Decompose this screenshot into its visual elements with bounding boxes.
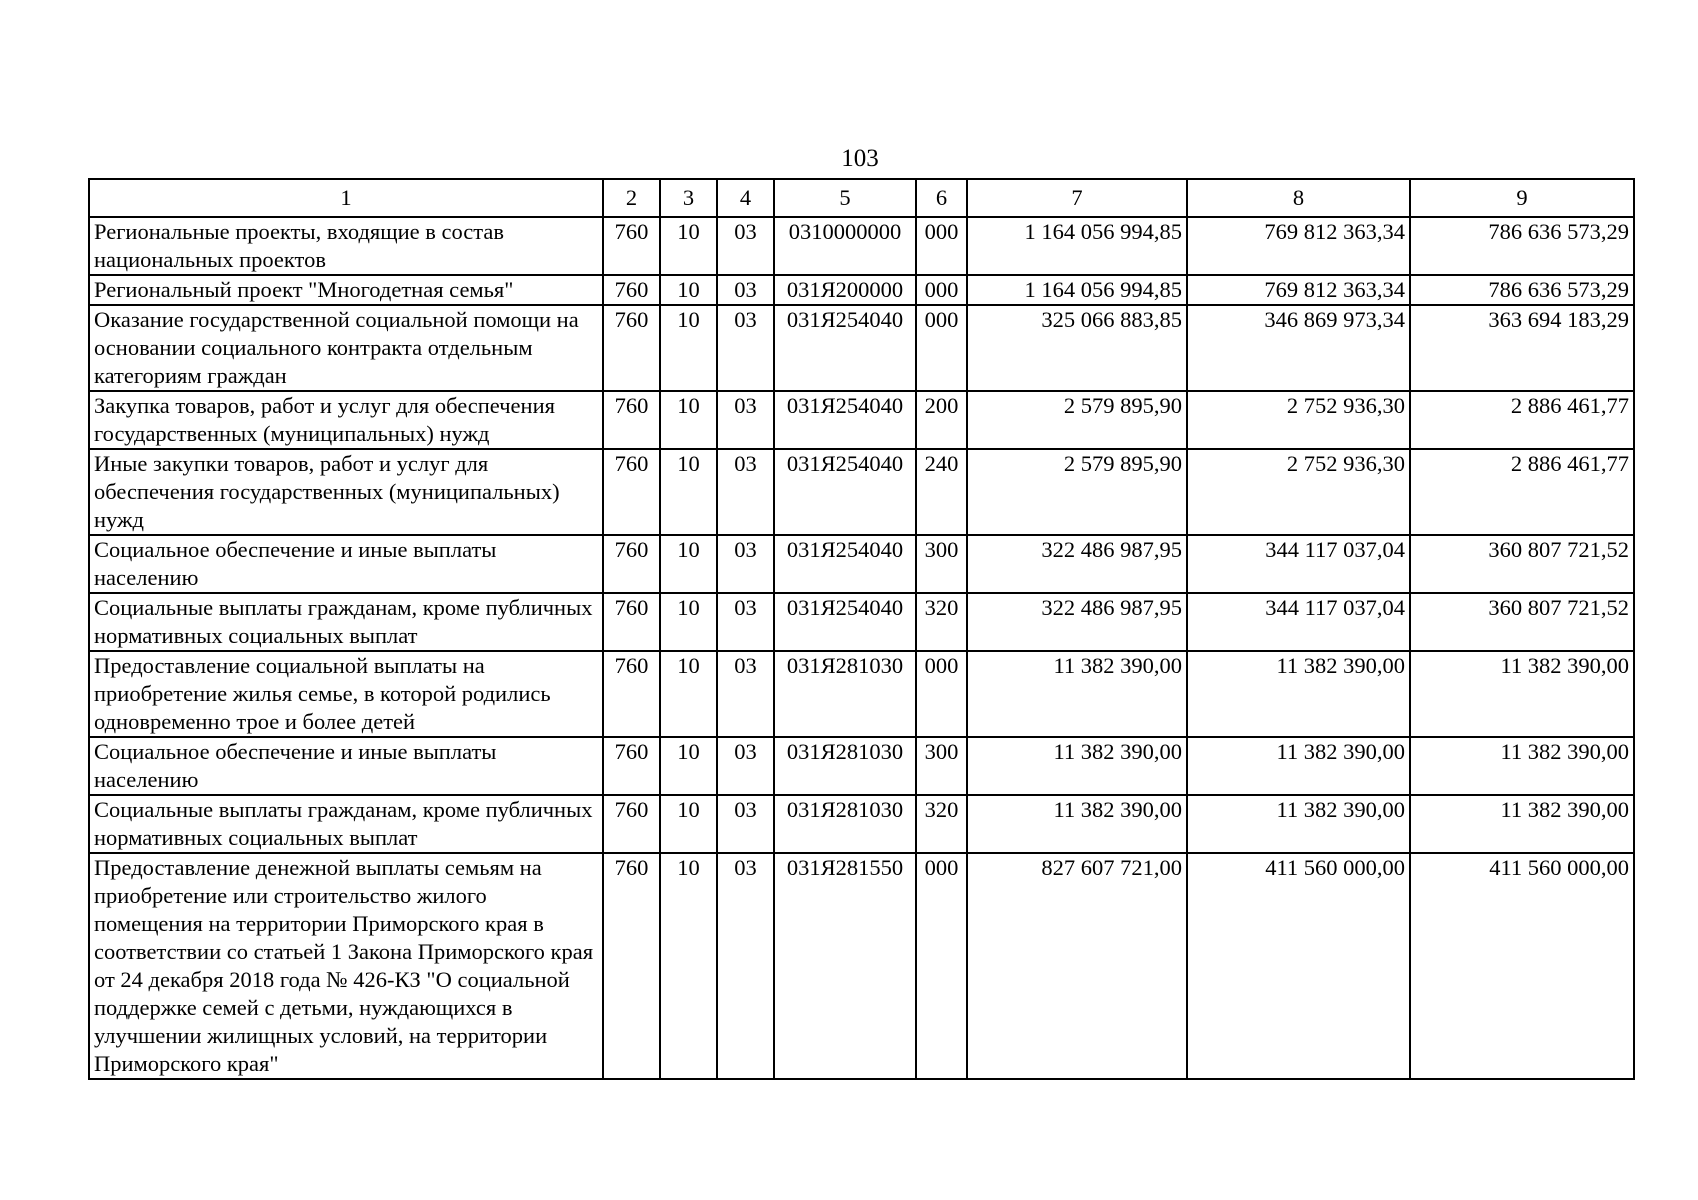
row-name-cell: Оказание государственной социальной помощи на основании социального контракта отдельным категориям граждан <box>89 305 603 391</box>
amount-col-8-cell: 344 117 037,04 <box>1187 593 1410 651</box>
amount-col-7-cell: 2 579 895,90 <box>967 391 1187 449</box>
col-header-7: 7 <box>967 179 1187 217</box>
page-number: 103 <box>841 145 879 172</box>
amount-col-9-cell: 786 636 573,29 <box>1410 217 1634 275</box>
table-row <box>89 795 1634 853</box>
row-name-cell: Социальное обеспечение и иные выплаты населению <box>89 535 603 593</box>
amount-col-8-cell: 2 752 936,30 <box>1187 391 1410 449</box>
section-code-cell: 10 <box>660 449 717 535</box>
table-row <box>89 535 1634 593</box>
row-name-cell: Социальное обеспечение и иные выплаты населению <box>89 737 603 795</box>
expense-type-cell: 000 <box>916 305 967 391</box>
target-article-cell: 031Я254040 <box>774 391 916 449</box>
section-code-cell: 10 <box>660 391 717 449</box>
section-code-cell: 10 <box>660 853 717 1079</box>
ministry-code-cell: 760 <box>603 391 660 449</box>
amount-col-7-cell: 322 486 987,95 <box>967 535 1187 593</box>
expense-type-cell: 000 <box>916 651 967 737</box>
row-name-cell: Региональные проекты, входящие в состав национальных проектов <box>89 217 603 275</box>
row-name-cell: Закупка товаров, работ и услуг для обеспечения государственных (муниципальных) нужд <box>89 391 603 449</box>
amount-col-7-cell: 322 486 987,95 <box>967 593 1187 651</box>
amount-col-9-cell: 411 560 000,00 <box>1410 853 1634 1079</box>
amount-col-9-cell: 11 382 390,00 <box>1410 795 1634 853</box>
subsection-code-cell: 03 <box>717 449 774 535</box>
section-code-cell: 10 <box>660 795 717 853</box>
amount-col-8-cell: 411 560 000,00 <box>1187 853 1410 1079</box>
expense-type-cell: 240 <box>916 449 967 535</box>
section-code-cell: 10 <box>660 651 717 737</box>
target-article-cell: 031Я200000 <box>774 275 916 305</box>
amount-col-7-cell: 1 164 056 994,85 <box>967 275 1187 305</box>
ministry-code-cell: 760 <box>603 449 660 535</box>
table-row <box>89 275 1634 305</box>
expense-type-cell: 000 <box>916 217 967 275</box>
amount-col-7-cell: 2 579 895,90 <box>967 449 1187 535</box>
amount-col-8-cell: 344 117 037,04 <box>1187 535 1410 593</box>
table-header <box>89 179 1634 217</box>
ministry-code-cell: 760 <box>603 737 660 795</box>
ministry-code-cell: 760 <box>603 795 660 853</box>
amount-col-7-cell: 11 382 390,00 <box>967 651 1187 737</box>
target-article-cell: 031Я254040 <box>774 593 916 651</box>
amount-col-8-cell: 769 812 363,34 <box>1187 275 1410 305</box>
subsection-code-cell: 03 <box>717 217 774 275</box>
amount-col-7-cell: 11 382 390,00 <box>967 737 1187 795</box>
amount-col-7-cell: 827 607 721,00 <box>967 853 1187 1079</box>
amount-col-8-cell: 769 812 363,34 <box>1187 217 1410 275</box>
row-name-cell: Иные закупки товаров, работ и услуг для обеспечения государственных (муниципальных) нужд <box>89 449 603 535</box>
expense-type-cell: 000 <box>916 853 967 1079</box>
target-article-cell: 031Я254040 <box>774 305 916 391</box>
subsection-code-cell: 03 <box>717 391 774 449</box>
subsection-code-cell: 03 <box>717 737 774 795</box>
amount-col-8-cell: 11 382 390,00 <box>1187 795 1410 853</box>
ministry-code-cell: 760 <box>603 275 660 305</box>
table-row <box>89 593 1634 651</box>
expense-type-cell: 200 <box>916 391 967 449</box>
section-code-cell: 10 <box>660 217 717 275</box>
col-header-6: 6 <box>916 179 967 217</box>
amount-col-9-cell: 11 382 390,00 <box>1410 737 1634 795</box>
expense-type-cell: 300 <box>916 535 967 593</box>
col-header-3: 3 <box>660 179 717 217</box>
target-article-cell: 031Я281030 <box>774 651 916 737</box>
col-header-9: 9 <box>1410 179 1634 217</box>
ministry-code-cell: 760 <box>603 217 660 275</box>
ministry-code-cell: 760 <box>603 651 660 737</box>
amount-col-9-cell: 2 886 461,77 <box>1410 391 1634 449</box>
table-row <box>89 737 1634 795</box>
subsection-code-cell: 03 <box>717 853 774 1079</box>
target-article-cell: 031Я281550 <box>774 853 916 1079</box>
amount-col-8-cell: 346 869 973,34 <box>1187 305 1410 391</box>
table-row <box>89 651 1634 737</box>
table-row <box>89 449 1634 535</box>
col-header-8: 8 <box>1187 179 1410 217</box>
amount-col-9-cell: 360 807 721,52 <box>1410 593 1634 651</box>
expense-type-cell: 000 <box>916 275 967 305</box>
amount-col-9-cell: 363 694 183,29 <box>1410 305 1634 391</box>
subsection-code-cell: 03 <box>717 593 774 651</box>
row-name-cell: Региональный проект "Многодетная семья" <box>89 275 603 305</box>
section-code-cell: 10 <box>660 737 717 795</box>
table-row <box>89 217 1634 275</box>
ministry-code-cell: 760 <box>603 593 660 651</box>
amount-col-8-cell: 11 382 390,00 <box>1187 651 1410 737</box>
target-article-cell: 031Я281030 <box>774 795 916 853</box>
amount-col-9-cell: 2 886 461,77 <box>1410 449 1634 535</box>
section-code-cell: 10 <box>660 275 717 305</box>
section-code-cell: 10 <box>660 305 717 391</box>
expense-type-cell: 320 <box>916 795 967 853</box>
col-header-4: 4 <box>717 179 774 217</box>
row-name-cell: Социальные выплаты гражданам, кроме публичных нормативных социальных выплат <box>89 795 603 853</box>
target-article-cell: 031Я254040 <box>774 535 916 593</box>
subsection-code-cell: 03 <box>717 535 774 593</box>
amount-col-9-cell: 360 807 721,52 <box>1410 535 1634 593</box>
subsection-code-cell: 03 <box>717 275 774 305</box>
row-name-cell: Предоставление социальной выплаты на приобретение жилья семье, в которой родились одновременно трое и более детей <box>89 651 603 737</box>
target-article-cell: 0310000000 <box>774 217 916 275</box>
target-article-cell: 031Я281030 <box>774 737 916 795</box>
ministry-code-cell: 760 <box>603 305 660 391</box>
ministry-code-cell: 760 <box>603 535 660 593</box>
target-article-cell: 031Я254040 <box>774 449 916 535</box>
amount-col-7-cell: 1 164 056 994,85 <box>967 217 1187 275</box>
subsection-code-cell: 03 <box>717 651 774 737</box>
section-code-cell: 10 <box>660 593 717 651</box>
table-row <box>89 391 1634 449</box>
table-row <box>89 305 1634 391</box>
col-header-5: 5 <box>774 179 916 217</box>
amount-col-7-cell: 325 066 883,85 <box>967 305 1187 391</box>
col-header-2: 2 <box>603 179 660 217</box>
header-row <box>89 179 1634 217</box>
budget-table <box>88 178 1635 1080</box>
amount-col-9-cell: 786 636 573,29 <box>1410 275 1634 305</box>
amount-col-8-cell: 11 382 390,00 <box>1187 737 1410 795</box>
section-code-cell: 10 <box>660 535 717 593</box>
row-name-cell: Предоставление денежной выплаты семьям на приобретение или строительство жилого помещения на территории Приморского края в соответствии со статьей 1 Закона Приморского края от 24 декабря 2018 года № 426-КЗ "О социальной поддержке семей с детьми, нуждающихся в улучшении жилищных условий, на территории Приморского края" <box>89 853 603 1079</box>
expense-type-cell: 300 <box>916 737 967 795</box>
expense-type-cell: 320 <box>916 593 967 651</box>
amount-col-7-cell: 11 382 390,00 <box>967 795 1187 853</box>
table-body <box>89 217 1634 1079</box>
subsection-code-cell: 03 <box>717 795 774 853</box>
col-header-1: 1 <box>89 179 603 217</box>
subsection-code-cell: 03 <box>717 305 774 391</box>
amount-col-8-cell: 2 752 936,30 <box>1187 449 1410 535</box>
amount-col-9-cell: 11 382 390,00 <box>1410 651 1634 737</box>
ministry-code-cell: 760 <box>603 853 660 1079</box>
table-row <box>89 853 1634 1079</box>
row-name-cell: Социальные выплаты гражданам, кроме публичных нормативных социальных выплат <box>89 593 603 651</box>
